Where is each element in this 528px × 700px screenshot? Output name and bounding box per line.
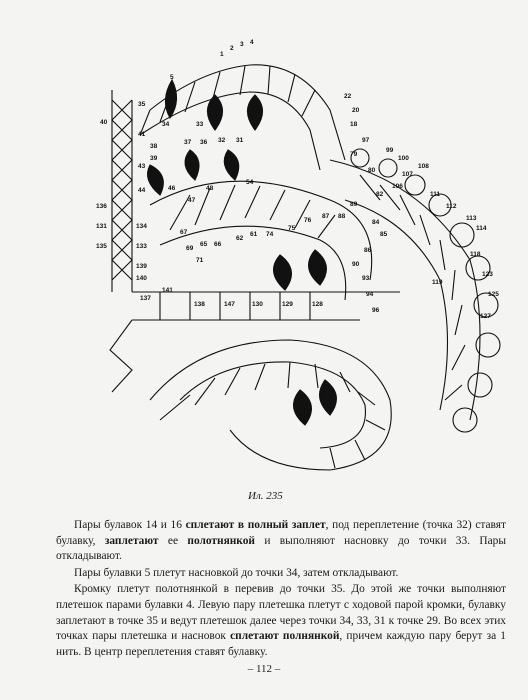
- point-label: 2: [230, 45, 234, 52]
- paragraph: [56, 518, 506, 565]
- point-label: 33: [196, 121, 204, 128]
- point-label: 89: [350, 201, 358, 208]
- point-label: 128: [312, 301, 323, 308]
- point-label: 3: [240, 41, 244, 48]
- point-label: 39: [150, 155, 158, 162]
- point-label: 123: [482, 271, 493, 278]
- point-label: 97: [362, 137, 370, 144]
- point-label: 136: [96, 203, 107, 210]
- text-run: , причем каждую пару берут за 1 нить. В центр переплетения ставят булавку.: [56, 630, 506, 658]
- point-label: 118: [470, 251, 481, 258]
- point-label: 38: [150, 143, 158, 150]
- point-label: 107: [402, 171, 413, 178]
- point-label: 139: [136, 263, 147, 270]
- point-label: 65: [200, 241, 208, 248]
- figure-caption: Ил. 235: [248, 490, 283, 502]
- point-label: 37: [184, 139, 192, 146]
- point-label: 138: [194, 301, 205, 308]
- point-label: 85: [380, 231, 388, 238]
- point-label: 41: [138, 131, 146, 138]
- point-label: 90: [352, 261, 360, 268]
- point-label: 69: [186, 245, 194, 252]
- text-run-bold: сплетают в полный заплет: [185, 519, 326, 531]
- point-label: 74: [266, 231, 274, 238]
- point-label: 93: [362, 275, 370, 282]
- point-label: 79: [350, 151, 358, 158]
- point-label: 54: [246, 179, 254, 186]
- point-label: 137: [140, 295, 151, 302]
- point-label: 108: [418, 163, 429, 170]
- text-run: , под переплетение (точка 32) ставят булавку,: [56, 519, 506, 547]
- point-label: 47: [188, 197, 196, 204]
- point-label: 32: [218, 137, 226, 144]
- point-label: 147: [224, 301, 235, 308]
- page-number: – 112 –: [247, 663, 281, 675]
- point-label: 48: [206, 185, 214, 192]
- point-label: 82: [376, 191, 384, 198]
- point-label: 96: [372, 307, 380, 314]
- text-run-bold: сплетают полнянкой: [230, 630, 340, 643]
- point-label: 75: [288, 225, 296, 232]
- point-label: 88: [338, 213, 346, 220]
- paragraph: [56, 582, 506, 660]
- point-label: 135: [96, 243, 107, 250]
- point-label: 61: [250, 231, 258, 238]
- point-label: 5: [170, 74, 174, 81]
- body-text: [56, 518, 506, 661]
- point-label: 34: [162, 121, 170, 128]
- point-label: 99: [386, 147, 394, 154]
- point-label: 86: [364, 247, 372, 254]
- point-label: 40: [100, 119, 108, 126]
- text-run-bold: полотнянкой: [187, 534, 255, 547]
- point-label: 119: [432, 279, 443, 286]
- point-label: 114: [476, 225, 487, 232]
- point-label: 129: [282, 301, 293, 308]
- point-label: 84: [372, 219, 380, 226]
- point-label: 22: [344, 93, 352, 100]
- point-label: 141: [162, 287, 173, 294]
- point-label: 113: [466, 215, 477, 222]
- point-label: 1: [220, 51, 224, 58]
- point-label: 134: [136, 223, 147, 230]
- point-label: 44: [138, 187, 146, 194]
- point-label: 106: [392, 183, 403, 190]
- point-label: 67: [180, 229, 188, 236]
- point-label: 4: [250, 39, 254, 46]
- point-label: 62: [236, 235, 244, 242]
- point-label: 18: [350, 121, 358, 128]
- text-run: Кромку плетут полотнянкой в перевив до точки 35. До этой же точки выполняют плетешок парами булавки 4. Левую пару плетешка плетут с ходовой парой кромки, булавку заплетают в точке 35 и ведут плетешок далее через точки 34, 33, 31 к точке 29. Во всех этих точках пары плетешка и насновок: [56, 583, 506, 643]
- text-run: Пары булавки 5 плетут насновкой до точки 34, затем откладывают.: [74, 566, 399, 579]
- point-label: 112: [446, 203, 457, 210]
- point-label: 36: [200, 139, 208, 146]
- point-label: 71: [196, 257, 204, 264]
- point-label: 43: [138, 163, 146, 170]
- point-label: 31: [236, 137, 244, 144]
- text-run: Пары булавок 14 и 16: [74, 519, 186, 531]
- point-label: 94: [366, 291, 374, 298]
- paragraph: [56, 566, 506, 582]
- text-run-bold: заплетают: [104, 534, 159, 547]
- point-label: 111: [430, 191, 441, 198]
- point-label: 46: [168, 185, 176, 192]
- point-label: 80: [368, 167, 376, 174]
- text-run: и выполняют насновку до точки 33. Пары откладывают.: [56, 534, 507, 563]
- point-label: 66: [214, 241, 222, 248]
- point-label: 140: [136, 275, 147, 282]
- point-label: 76: [304, 217, 312, 224]
- point-label: 87: [322, 213, 330, 220]
- point-label: 100: [398, 155, 409, 162]
- point-label: 125: [488, 291, 499, 298]
- text-run: ее: [158, 534, 188, 547]
- point-label: 35: [138, 101, 146, 108]
- point-label: 20: [352, 107, 360, 114]
- point-label: 127: [480, 313, 491, 320]
- point-label: 131: [96, 223, 107, 230]
- point-label: 133: [136, 243, 147, 250]
- point-label: 130: [252, 301, 263, 308]
